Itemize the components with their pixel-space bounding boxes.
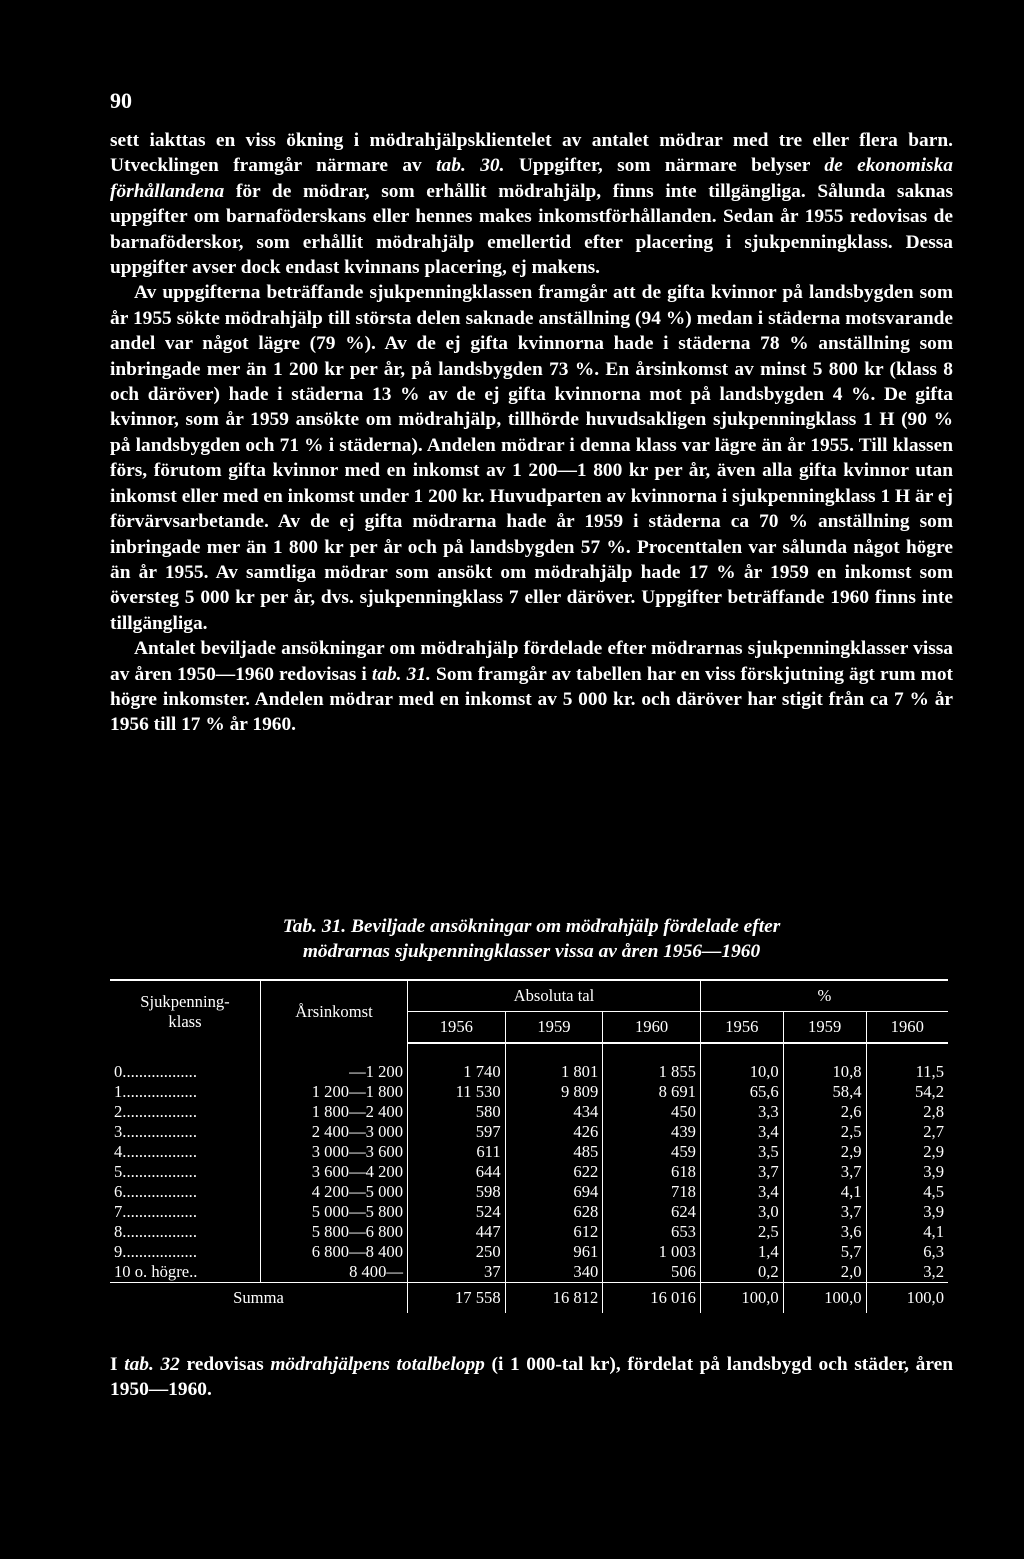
cell-percent: 3,3 xyxy=(700,1102,783,1122)
cell-percent: 10,0 xyxy=(700,1062,783,1082)
klass-label: 10 o. högre xyxy=(114,1262,190,1282)
summa-percent: 100,0 xyxy=(700,1283,783,1314)
cell-absolute: 628 xyxy=(505,1202,603,1222)
table-row xyxy=(110,1262,948,1283)
spacer-cell xyxy=(110,1043,261,1062)
table-row xyxy=(110,1082,948,1102)
cell-absolute: 250 xyxy=(408,1242,506,1262)
cell-absolute: 1 855 xyxy=(603,1062,701,1082)
caption-line-1 xyxy=(110,914,953,939)
cell-percent: 58,4 xyxy=(783,1082,866,1102)
cell-absolute: 624 xyxy=(603,1202,701,1222)
cell-percent: 10,8 xyxy=(783,1062,866,1082)
cell-percent: 3,4 xyxy=(700,1122,783,1142)
paragraph-1-text-a: sett iakttas en viss ökning i mödrahjälpsklientelet av antalet mödrar med tre eller flera barn. Utvecklingen framgår närmare av xyxy=(110,130,953,177)
paragraph-4 xyxy=(110,1352,953,1403)
header-year: 1959 xyxy=(783,1012,866,1044)
cell-klass xyxy=(110,1082,261,1102)
table-row xyxy=(110,1242,948,1262)
cell-arsinkomst: 5 000—5 800 xyxy=(261,1202,408,1222)
table-reference: tab. 32 xyxy=(124,1354,180,1375)
table-reference: tab. 30. xyxy=(436,155,505,177)
header-year: 1959 xyxy=(505,1012,603,1044)
leader-dots: .................. xyxy=(122,1102,197,1122)
cell-percent: 11,5 xyxy=(915,1062,944,1082)
cell-percent: 54,2 xyxy=(914,1082,944,1102)
cell-percent: 3,7 xyxy=(700,1162,783,1182)
leader-dots: .................. xyxy=(122,1222,197,1242)
header-year: 1960 xyxy=(603,1012,701,1044)
header-year: 1956 xyxy=(700,1012,783,1044)
cell-arsinkomst: 2 400—3 000 xyxy=(261,1122,408,1142)
cell-absolute: 1 740 xyxy=(408,1062,506,1082)
table-row xyxy=(110,1222,948,1242)
cell-percent: 3,7 xyxy=(783,1202,866,1222)
cell-klass xyxy=(110,1242,261,1262)
summa-absolute: 17 558 xyxy=(408,1283,506,1314)
leader-dots: .................. xyxy=(122,1242,197,1262)
cell-absolute: 611 xyxy=(408,1142,506,1162)
cell-percent: 2,9 xyxy=(783,1142,866,1162)
cell-absolute: 340 xyxy=(505,1262,603,1283)
paragraph-3 xyxy=(110,636,953,738)
cell-percent: 2,8 xyxy=(923,1102,944,1122)
table-row xyxy=(110,1162,948,1182)
cell-klass xyxy=(110,1062,261,1082)
cell-arsinkomst: 5 800—6 800 xyxy=(261,1222,408,1242)
paragraph-1-text-c: för de mödrar, som erhållit mödrahjälp, finns inte tillgängliga. Sålunda saknas uppgifter om barnaföderskans eller hennes makes inkomstförhållanden. Sedan år 1955 redovisas de barnaföderskor, som erhållit mödrahjälp emellertid efter placering i sjukpenningklass. Dessa uppgifter avser dock endast kvinnans placering, ej makens. xyxy=(110,180,953,279)
table-row xyxy=(110,1122,948,1142)
cell-absolute: 598 xyxy=(408,1182,506,1202)
cell-percent: 6,3 xyxy=(923,1242,944,1262)
footer-text-b: redovisas xyxy=(179,1354,271,1375)
cell-percent: 65,6 xyxy=(700,1082,783,1102)
cell-absolute: 426 xyxy=(505,1122,603,1142)
spacer-cell xyxy=(783,1043,866,1062)
table-row xyxy=(110,1102,948,1122)
cell-percent: 4,5 xyxy=(923,1182,944,1202)
header-year: 1960 xyxy=(866,1012,948,1044)
cell-absolute: 434 xyxy=(505,1102,603,1122)
cell-absolute: 459 xyxy=(603,1142,701,1162)
cell-klass xyxy=(110,1182,261,1202)
cell-percent: 2,5 xyxy=(783,1122,866,1142)
table-reference: tab. 31. xyxy=(371,663,431,685)
leader-dots: .................. xyxy=(122,1202,197,1222)
cell-percent: 2,7 xyxy=(923,1122,944,1142)
cell-arsinkomst: 1 800—2 400 xyxy=(261,1102,408,1122)
cell-absolute: 694 xyxy=(505,1182,603,1202)
cell-percent: 4,1 xyxy=(783,1182,866,1202)
cell-percent: 2,9 xyxy=(923,1142,944,1162)
klass-label: 1 xyxy=(114,1082,123,1102)
cell-percent: 3,6 xyxy=(783,1222,866,1242)
summa-row xyxy=(110,1283,948,1314)
cell-absolute: 580 xyxy=(408,1102,506,1122)
cell-absolute: 8 691 xyxy=(603,1082,701,1102)
table-row xyxy=(110,1062,948,1082)
summa-absolute: 16 812 xyxy=(505,1283,603,1314)
cell-absolute: 653 xyxy=(603,1222,701,1242)
cell-absolute: 524 xyxy=(408,1202,506,1222)
footer-paragraph xyxy=(110,1352,953,1403)
klass-label: 8 xyxy=(114,1222,123,1242)
table-body xyxy=(110,1043,948,1313)
cell-arsinkomst: 1 200—1 800 xyxy=(261,1082,408,1102)
cell-absolute: 11 530 xyxy=(408,1082,506,1102)
cell-klass xyxy=(110,1142,261,1162)
paragraph-1 xyxy=(110,128,953,280)
cell-absolute: 447 xyxy=(408,1222,506,1242)
emphasized-text: de ekonomiska förhållandena xyxy=(110,155,953,202)
spacer-cell xyxy=(866,1043,948,1062)
cell-absolute: 9 809 xyxy=(505,1082,603,1102)
leader-dots: .. xyxy=(189,1262,198,1282)
body-text xyxy=(110,128,953,738)
cell-percent: 3,0 xyxy=(700,1202,783,1222)
cell-arsinkomst: 4 200—5 000 xyxy=(261,1182,408,1202)
cell-klass xyxy=(110,1162,261,1182)
leader-dots: .................. xyxy=(122,1062,197,1082)
spacer-cell xyxy=(603,1043,701,1062)
leader-dots: .................. xyxy=(122,1122,197,1142)
cell-arsinkomst: 3 000—3 600 xyxy=(261,1142,408,1162)
cell-absolute: 622 xyxy=(505,1162,603,1182)
cell-klass xyxy=(110,1202,261,1222)
caption-table-label: Tab. 31. xyxy=(282,916,347,937)
page-number: 90 xyxy=(110,88,132,113)
cell-percent: 5,7 xyxy=(783,1242,866,1262)
cell-percent: 0,2 xyxy=(700,1262,783,1283)
cell-percent: 3,4 xyxy=(700,1182,783,1202)
cell-arsinkomst: 3 600—4 200 xyxy=(261,1162,408,1182)
leader-dots: .................. xyxy=(122,1162,197,1182)
cell-absolute: 485 xyxy=(505,1142,603,1162)
cell-absolute: 597 xyxy=(408,1122,506,1142)
cell-absolute: 1 003 xyxy=(603,1242,701,1262)
header-absoluta-tal: Absoluta tal xyxy=(408,980,701,1012)
caption-title-line-1: Beviljade ansökningar om mödrahjälp fördelade efter xyxy=(350,916,781,937)
leader-dots: .................. xyxy=(122,1182,197,1202)
spacer-cell xyxy=(408,1043,506,1062)
cell-absolute: 506 xyxy=(603,1262,701,1283)
spacer-row xyxy=(110,1043,948,1062)
paragraph-2: Av uppgifterna beträffande sjukpenningklassen framgår att de gifta kvinnor på landsbygden som år 1955 sökte mödrahjälp till största delen saknade anställning (94 %) medan i städerna motsvarande andel var något lägre (79 %). Av de ej gifta kvinnorna hade i städerna 78 % anställning som inbringade mer än 1 200 kr per år, på landsbygden 73 %. En årsinkomst av minst 5 800 kr (klass 8 och däröver) hade i städerna 13 % av de ej gifta kvinnorna mot på landsbygden 4 %. De gifta kvinnor, som år 1959 ansökte om mödrahjälp, tillhörde huvudsakligen sjukpenningklass 1 H (90 % på landsbygden och 71 % i städerna). Andelen mödrar i denna klass var lägre än år 1955. Till klassen förs, förutom gifta kvinnor med en inkomst av 1 200—1 800 kr per år, även alla gifta kvinnor utan inkomst eller med en inkomst under 1 200 kr. Huvudparten av kvinnorna i sjukpenningklass 1 H är ej förvärvsarbetande. Av de ej gifta mödrarna hade år 1959 i städerna ca 70 % anställning som inbringade mer än 1 800 kr per år och på landsbygden 57 %. Procenttalen var sålunda något högre än år 1955. Av samtliga mödrar som ansökt om mödrahjälp hade 17 % år 1959 en inkomst som översteg 5 000 kr per år, dvs. sjukpenningklass 7 eller däröver. Uppgifter beträffande 1960 finns inte tillgängliga. xyxy=(110,282,953,634)
summa-label: Summa xyxy=(110,1283,408,1314)
klass-label: 2 xyxy=(114,1102,123,1122)
klass-label: 3 xyxy=(114,1122,123,1142)
header-arsinkomst: Årsinkomst xyxy=(261,980,408,1043)
leader-dots: .................. xyxy=(122,1082,197,1102)
header-percent: % xyxy=(700,980,948,1012)
header-klass-line-1: Sjukpenning- xyxy=(140,992,230,1012)
footer-text-c: (i 1 000-tal kr), fördelat på landsbygd och städer, åren 1950—1960. xyxy=(110,1354,953,1401)
klass-label: 5 xyxy=(114,1162,123,1182)
cell-absolute: 618 xyxy=(603,1162,701,1182)
cell-arsinkomst: 8 400— xyxy=(261,1262,408,1283)
caption-title-line-2: mödrarnas sjukpenningklasser vissa av åren 1956—1960 xyxy=(302,941,761,962)
cell-percent: 2,0 xyxy=(783,1262,866,1283)
paragraph-3-text-a: Antalet beviljade ansökningar om mödrahjälp fördelade efter mödrarnas sjukpenningklasser vissa av åren 1950—1960 redovisas i xyxy=(110,638,953,685)
klass-label: 6 xyxy=(114,1182,123,1202)
cell-percent: 3,2 xyxy=(923,1262,944,1282)
cell-klass xyxy=(110,1262,261,1283)
summa-percent: 100,0 xyxy=(866,1283,948,1314)
emphasized-text: mödrahjälpens totalbelopp xyxy=(270,1354,485,1375)
cell-percent: 3,9 xyxy=(923,1202,944,1222)
paragraph-1-text-b: Uppgifter, som närmare belyser xyxy=(504,155,825,177)
cell-percent: 3,7 xyxy=(783,1162,866,1182)
income-class-table xyxy=(110,979,948,1313)
cell-absolute: 1 801 xyxy=(505,1062,603,1082)
header-sjukpenningklass xyxy=(110,980,261,1043)
cell-absolute: 439 xyxy=(603,1122,701,1142)
spacer-cell xyxy=(700,1043,783,1062)
cell-percent: 1,4 xyxy=(700,1242,783,1262)
caption-line-2 xyxy=(110,939,953,964)
cell-percent: 4,1 xyxy=(923,1222,944,1242)
cell-absolute: 718 xyxy=(603,1182,701,1202)
header-year: 1956 xyxy=(408,1012,506,1044)
klass-label: 0 xyxy=(114,1062,123,1082)
summa-percent: 100,0 xyxy=(783,1283,866,1314)
leader-dots: .................. xyxy=(122,1142,197,1162)
cell-klass xyxy=(110,1102,261,1122)
cell-absolute: 37 xyxy=(408,1262,506,1283)
klass-label: 7 xyxy=(114,1202,123,1222)
table-caption xyxy=(110,914,953,964)
cell-absolute: 644 xyxy=(408,1162,506,1182)
klass-label: 9 xyxy=(114,1242,123,1262)
cell-absolute: 961 xyxy=(505,1242,603,1262)
paragraph-3-text-b: Som framgår av tabellen har en viss förskjutning ägt rum mot högre inkomster. Andelen mödrar med en inkomst av 5 000 kr. och däröver har stigit från ca 7 % år 1956 till 17 % år 1960. xyxy=(110,663,953,736)
header-klass-line-2: klass xyxy=(168,1012,202,1031)
spacer-cell xyxy=(261,1043,408,1062)
footer-text-a: I xyxy=(110,1354,125,1375)
table-row xyxy=(110,1142,948,1162)
cell-percent: 2,5 xyxy=(700,1222,783,1242)
table-row xyxy=(110,1182,948,1202)
klass-label: 4 xyxy=(114,1142,123,1162)
summa-absolute: 16 016 xyxy=(603,1283,701,1314)
cell-absolute: 612 xyxy=(505,1222,603,1242)
cell-absolute: 450 xyxy=(603,1102,701,1122)
cell-percent: 3,9 xyxy=(923,1162,944,1182)
spacer-cell xyxy=(505,1043,603,1062)
cell-percent: 2,6 xyxy=(783,1102,866,1122)
cell-percent: 3,5 xyxy=(700,1142,783,1162)
cell-arsinkomst: 6 800—8 400 xyxy=(261,1242,408,1262)
cell-arsinkomst: —1 200 xyxy=(261,1062,408,1082)
cell-klass xyxy=(110,1122,261,1142)
table-row xyxy=(110,1202,948,1222)
cell-klass xyxy=(110,1222,261,1242)
